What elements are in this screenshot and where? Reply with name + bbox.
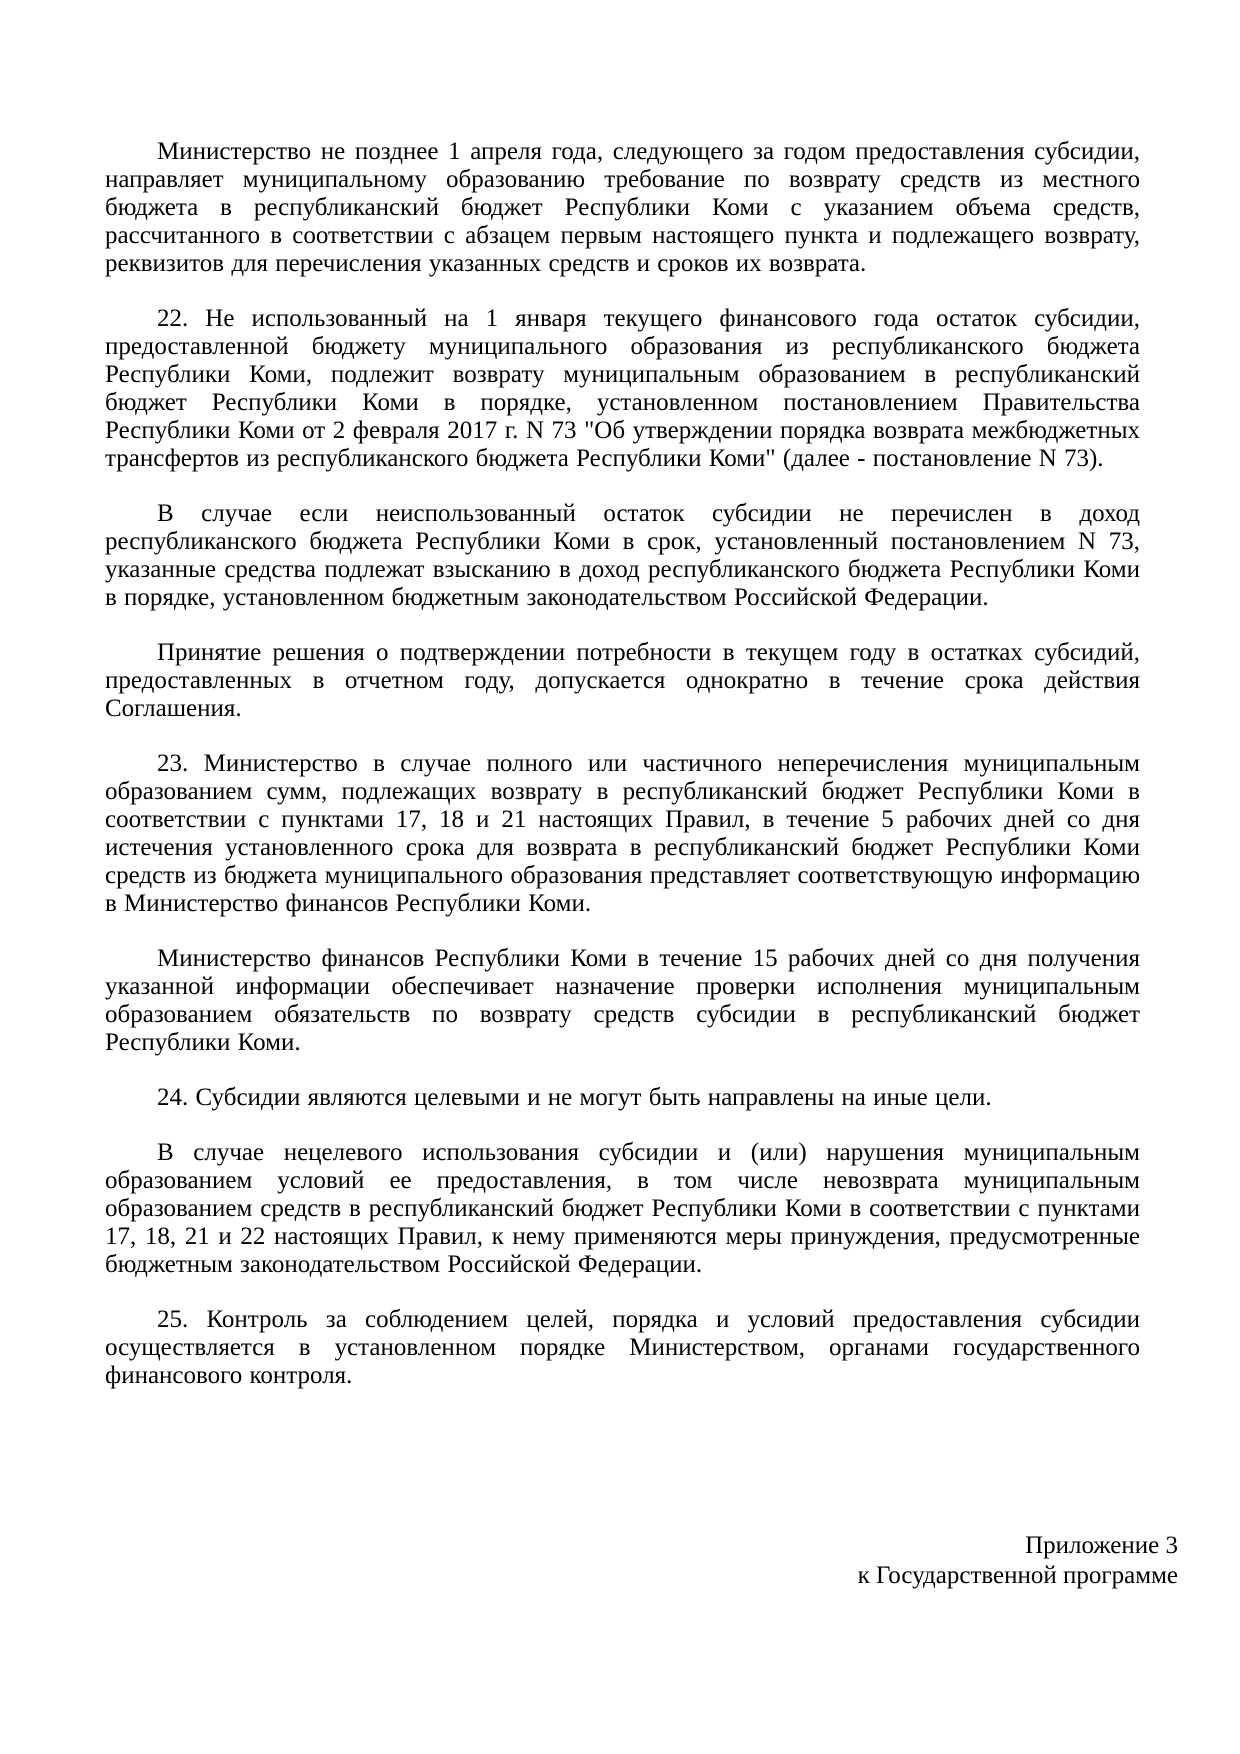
paragraph-24: 24. Субсидии являются целевыми и не могут быть направлены на иные цели. <box>157 1084 992 1111</box>
appendix-reference <box>578 1531 1178 1591</box>
paragraph-23: 23. Министерство в случае полного или частичного неперечисления муниципальным образованием сумм, подлежащих возврату в республиканский бюджет Республики Коми в соответствии с пунктами 17, 18 и 21 настоящих Правил, в течение 5 рабочих дней со дня истечения установленного срока для возврата в республиканский бюджет Республики Коми средств из бюджета муниципального образования представляет соответствующую информацию в Министерство финансов Республики Коми. <box>105 750 1140 917</box>
appendix-number-label: Приложение 3 <box>1025 1532 1178 1559</box>
paragraph-need-confirmation: Принятие решения о подтверждении потребности в текущем году в остатках субсидий, предоставленных в отчетном году, допускается однократно в течение срока действия Соглашения. <box>105 639 1140 722</box>
paragraph-unused-balance: В случае если неиспользованный остаток субсидии не перечислен в доход республиканского бюджета Республики Коми в срок, установленный постановлением N 73, указанные средства подлежат взысканию в доход республиканского бюджета Республики Коми в порядке, установленном бюджетным законодательством Российской Федерации. <box>105 500 1140 611</box>
appendix-program-label: к Государственной программе <box>857 1562 1178 1589</box>
paragraph-misuse-measures: В случае нецелевого использования субсидии и (или) нарушения муниципальным образованием условий ее предоставления, в том числе невозврата муниципальным образованием средств в республиканский бюджет Республики Коми в соответствии с пунктами 17, 18, 21 и 22 настоящих Правил, к нему применяются меры принуждения, предусмотренные бюджетным законодательством Российской Федерации. <box>105 1139 1140 1278</box>
paragraph-22: 22. Не использованный на 1 января текущего финансового года остаток субсидии, предоставленной бюджету муниципального образования из республиканского бюджета Республики Коми, подлежит возврату муниципальным образованием в республиканский бюджет Республики Коми в порядке, установленном постановлением Правительства Республики Коми от 2 февраля 2017 г. N 73 "Об утверждении порядка возврата межбюджетных трансфертов из республиканского бюджета Республики Коми" (далее - постановление N 73). <box>105 305 1140 472</box>
document-body <box>105 138 1140 1390</box>
paragraph-finance-ministry-check: Министерство финансов Республики Коми в течение 15 рабочих дней со дня получения указанной информации обеспечивает назначение проверки исполнения муниципальным образованием обязательств по возврату средств субсидии в республиканский бюджет Республики Коми. <box>105 945 1140 1056</box>
paragraph-ministry-demand: Министерство не позднее 1 апреля года, следующего за годом предоставления субсидии, направляет муниципальному образованию требование по возврату средств из местного бюджета в республиканский бюджет Республики Коми с указанием объема средств, рассчитанного в соответствии с абзацем первым настоящего пункта и подлежащего возврату, реквизитов для перечисления указанных средств и сроков их возврата. <box>105 138 1140 277</box>
paragraph-25: 25. Контроль за соблюдением целей, порядка и условий предоставления субсидии осуществляется в установленном порядке Министерством, органами государственного финансового контроля. <box>105 1306 1140 1389</box>
